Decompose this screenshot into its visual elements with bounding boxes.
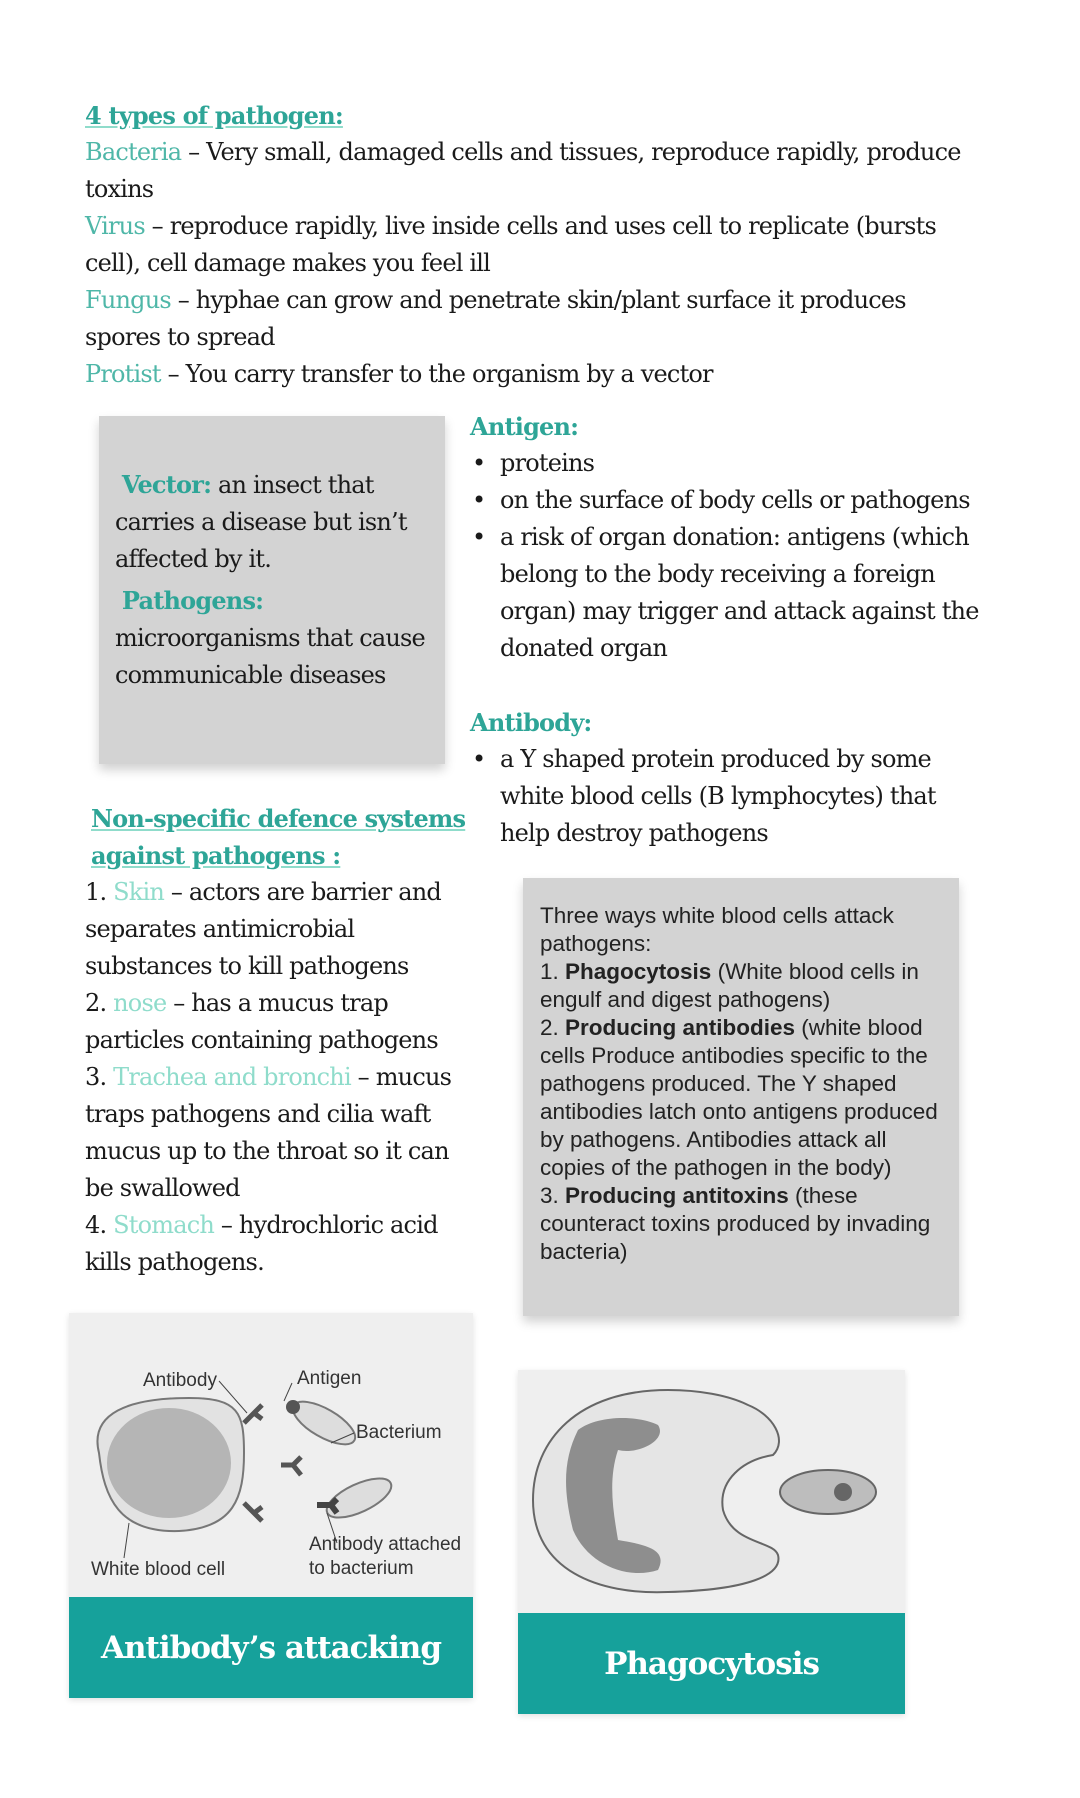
text-span: – reproduce rapidly, live inside cells and uses cell to replicate (bursts cell), cell damage makes you feel ill: [85, 212, 937, 277]
text-span: – actors are barrier and separates antimicrobial substances to kill pathogens: [85, 878, 441, 980]
type-bacteria: [85, 134, 985, 208]
text-span: Stomach: [113, 1211, 215, 1239]
text-span: Fungus: [85, 286, 171, 314]
antibody-diagram: [69, 1313, 473, 1597]
text-span: – mucus traps pathogens and cilia waft mucus up to the throat so it can be swallowed: [85, 1063, 452, 1202]
text-span: Vector:: [121, 470, 212, 499]
text-span: Skin: [113, 878, 165, 906]
pathogens-definition: microorganisms that cause communicable diseases: [115, 624, 425, 689]
text-span: 2.: [540, 1015, 566, 1040]
text-span: – has a mucus trap particles containing pathogens: [85, 989, 438, 1054]
text-span: Protist: [85, 360, 161, 388]
type-virus: [85, 208, 985, 282]
nonspecific-section: [85, 800, 475, 1281]
text-span: – Very small, damaged cells and tissues, reproduce rapidly, produce toxins: [85, 138, 961, 203]
text-span: 1.: [85, 878, 114, 906]
text-span: an insect that carries a disease but isn’t affected by it.: [115, 471, 407, 573]
defence-skin: [85, 874, 475, 985]
type-fungus: [85, 282, 985, 356]
text-span: (White blood cells in engulf and digest pathogens): [540, 959, 919, 1012]
text-span: – You carry transfer to the organism by a vector: [160, 360, 713, 388]
text-span: (white blood cells Produce antibodies specific to the pathogens produced. The Y shaped antibodies latch onto antigens produced by pathogens. Antibodies attack all copies of the pathogen in the body): [540, 1015, 938, 1180]
text-span: Virus: [85, 212, 145, 240]
phagocytosis-figure-caption: Phagocytosis: [518, 1613, 905, 1714]
text-span: – hydrochloric acid kills pathogens.: [85, 1211, 438, 1276]
text-span: Pathogens:: [121, 586, 264, 615]
pathogen-types-heading: 4 types of pathogen:: [85, 101, 343, 130]
label-antibody: Antibody: [143, 1370, 217, 1391]
defence-stomach: [85, 1207, 475, 1281]
text-span: 3.: [540, 1183, 566, 1208]
text-span: 4.: [85, 1211, 114, 1239]
text-span: Bacteria: [85, 138, 182, 166]
text-span: Producing antitoxins: [565, 1183, 789, 1208]
label-bacterium: Bacterium: [356, 1422, 442, 1443]
antigen-bullet: • proteins: [470, 445, 1010, 482]
text-span: Phagocytosis: [565, 959, 712, 984]
wbc-phagocytosis: [540, 958, 950, 1014]
antibody-figure-card: [69, 1313, 473, 1698]
antibody-bullet: • a Y shaped protein produced by some white blood cells (B lymphocytes) that help destroy pathogens: [470, 741, 970, 852]
phagocytosis-diagram: [518, 1370, 905, 1613]
text-span: 2.: [85, 989, 114, 1017]
wbc-intro: Three ways white blood cells attack pathogens:: [540, 903, 894, 956]
antigen-bullet: • on the surface of body cells or pathogens: [470, 482, 1010, 519]
text-span: nose: [113, 989, 167, 1017]
text-span: Producing antibodies: [565, 1015, 796, 1040]
label-antibody-attached: Antibody attached: [309, 1534, 462, 1555]
defence-nose: [85, 985, 475, 1059]
antibody-heading: Antibody:: [470, 708, 592, 737]
antigen-bullet: • a risk of organ donation: antigens (which belong to the body receiving a foreign organ) may trigger and attack against the donated organ: [470, 519, 1010, 667]
pathogens-term: [115, 582, 435, 620]
pathogen-types-section: [85, 97, 985, 393]
label-to-bacterium: to bacterium: [309, 1558, 414, 1579]
type-protist: [85, 356, 985, 393]
definitions-box: [99, 416, 445, 764]
vector-definition: [115, 466, 435, 578]
wbc-box: [523, 878, 959, 1316]
text-span: (these counteract toxins produced by invading bacteria): [540, 1183, 931, 1264]
wbc-antibodies: [540, 1014, 950, 1182]
label-white-blood-cell: White blood cell: [91, 1559, 226, 1580]
text-span: – hyphae can grow and penetrate skin/plant surface it produces spores to spread: [85, 286, 906, 351]
antigen-heading: Antigen:: [470, 412, 579, 441]
antibody-figure-caption: Antibody’s attacking: [69, 1597, 473, 1698]
phagocytosis-figure-card: [518, 1370, 905, 1714]
antigen-section: [470, 408, 1010, 852]
text-span: Trachea and bronchi: [113, 1063, 351, 1091]
wbc-antitoxins: [540, 1182, 950, 1266]
text-span: 1.: [540, 959, 566, 984]
label-antigen: Antigen: [297, 1368, 362, 1389]
nonspecific-heading: Non-specific defence systems against pathogens :: [91, 804, 466, 870]
defence-trachea: [85, 1059, 475, 1207]
text-span: 3.: [85, 1063, 114, 1091]
